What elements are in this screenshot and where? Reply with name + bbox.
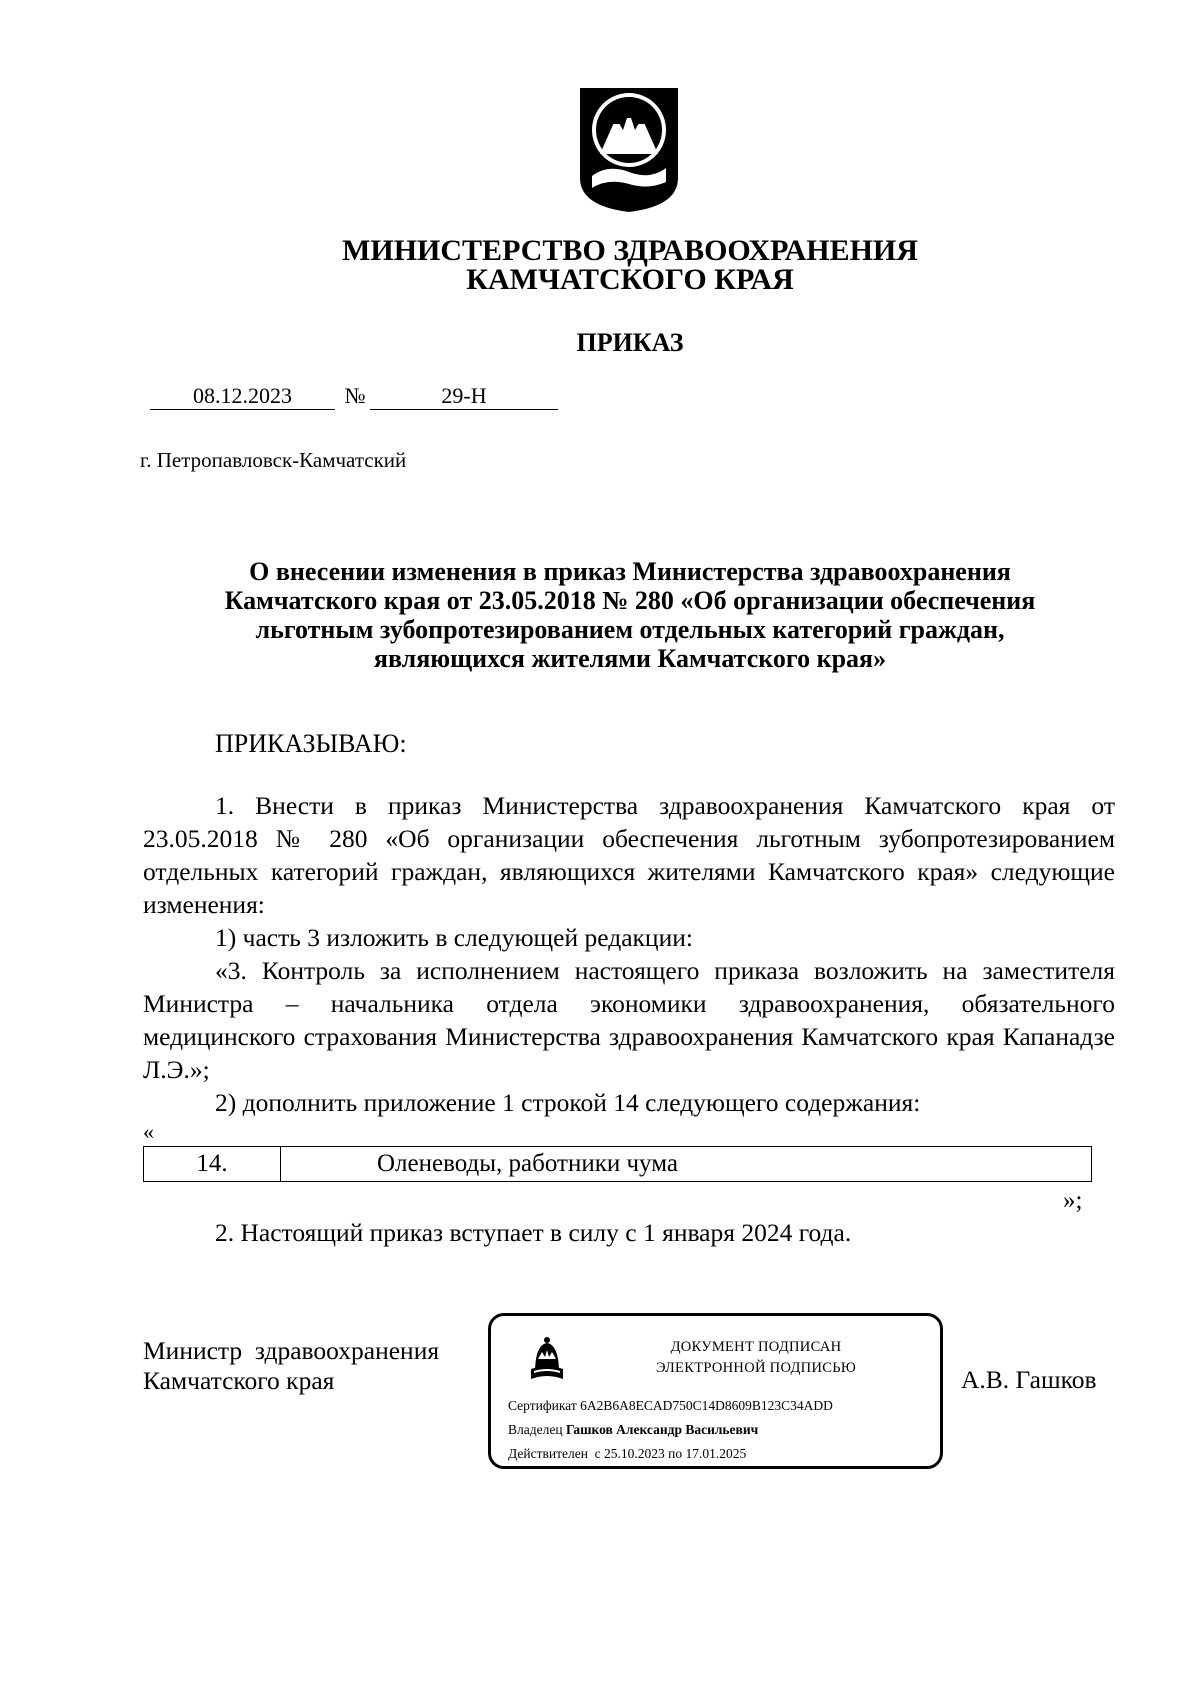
- paragraph-2: 2. Настоящий приказ вступает в силу с 1 января 2024 года.: [215, 1218, 852, 1247]
- cert-label: Сертификат: [508, 1398, 577, 1413]
- order-date: 08.12.2023: [150, 383, 335, 410]
- appendix-table-row: [143, 1146, 1092, 1182]
- table-cell-text: Оленеводы, работники чума: [377, 1150, 678, 1177]
- stamp-validity: [508, 1446, 746, 1462]
- subject-line4: являющихся жителями Камчатского края»: [373, 644, 887, 673]
- stamp-emblem-icon: [529, 1335, 565, 1381]
- kamchatka-emblem-icon: [578, 84, 680, 214]
- valid-label: Действителен с: [508, 1446, 601, 1461]
- signer-position-line1: Министр здравоохранения: [143, 1336, 440, 1365]
- subject-line3: льготным зубопротезированием отдельных категорий граждан,: [255, 615, 1005, 644]
- order-number: 29-Н: [370, 383, 558, 410]
- subject-line2: Камчатского края от 23.05.2018 № 280 «Об организации обеспечения: [224, 586, 1036, 615]
- owner-label: Владелец: [508, 1422, 563, 1437]
- stamp-certificate: [508, 1398, 833, 1414]
- stamp-heading-line2: ЭЛЕКТРОННОЙ ПОДПИСЬЮ: [655, 1360, 857, 1376]
- item-2: 2) дополнить приложение 1 строкой 14 следующего содержания:: [215, 1088, 921, 1117]
- quoted-part-3: «3. Контроль за исполнением настоящего приказа возложить на заместителя Министра – начальника отдела экономики здравоохранения, обязательного медицинского страхования Министерства здравоохранения Камчатского края Капанадзе Л.Э.»;: [143, 956, 1115, 1084]
- signer-position: [143, 1336, 439, 1396]
- ministry-name-line1: МИНИСТЕРСТВО ЗДРАВООХРАНЕНИЯ: [342, 234, 918, 267]
- cert-value: 6A2B6A8ECAD750C14D8609B123C34ADD: [580, 1398, 833, 1413]
- valid-to: 17.01.2025: [685, 1446, 747, 1461]
- number-sign: №: [344, 383, 366, 408]
- table-cell-number: 14.: [144, 1147, 281, 1181]
- stamp-heading: [601, 1337, 911, 1379]
- valid-from: 25.10.2023: [604, 1446, 665, 1461]
- order-word: ПРИКАЗЫВАЮ:: [215, 729, 407, 758]
- city: г. Петропавловск-Камчатский: [140, 448, 407, 472]
- subject-line1: О внесении изменения в приказ Министерства здравоохранения: [249, 557, 1011, 586]
- order-title: ПРИКАЗ: [576, 328, 684, 357]
- owner-value: Гашков Александр Васильевич: [565, 1422, 759, 1437]
- open-quote: «: [143, 1119, 154, 1144]
- signer-name: А.В. Гашков: [961, 1365, 1097, 1394]
- ministry-name-line2: КАМЧАТСКОГО КРАЯ: [466, 263, 794, 296]
- close-quote: »;: [1063, 1187, 1083, 1214]
- signer-position-line2: Камчатского края: [143, 1366, 335, 1395]
- item-1: 1) часть 3 изложить в следующей редакции:: [215, 923, 693, 952]
- paragraph-1: 1. Внести в приказ Министерства здравоохранения Камчатского края от 23.05.2018 № 280 «Об организации обеспечения льготным зубопротезированием отдельных категорий граждан, являющихся жителями Камчатского края» следующие изменения:: [143, 791, 1115, 919]
- valid-to-label: по: [668, 1446, 683, 1461]
- stamp-owner: [508, 1422, 758, 1438]
- electronic-signature-stamp: [488, 1313, 943, 1469]
- order-subject: [150, 557, 1110, 673]
- ministry-name: [200, 236, 1060, 294]
- stamp-heading-line1: ДОКУМЕНТ ПОДПИСАН: [670, 1339, 842, 1355]
